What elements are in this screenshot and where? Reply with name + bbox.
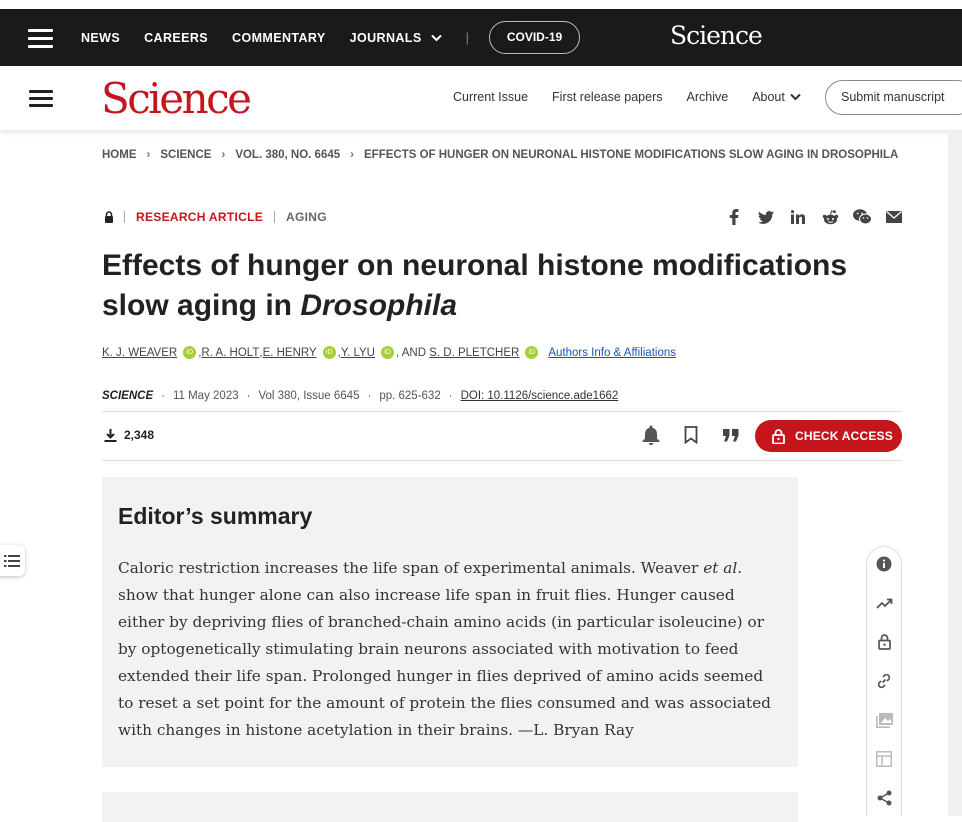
abstract-box (102, 792, 798, 822)
table-icon[interactable] (875, 750, 893, 768)
unlock-icon[interactable] (875, 633, 893, 651)
author-link[interactable]: Y. LYU (340, 346, 375, 359)
check-access-button[interactable] (755, 420, 902, 452)
authors-affiliations-link[interactable]: Authors Info & Affiliations (548, 346, 676, 359)
nav-journals[interactable] (350, 31, 442, 45)
nav-current-issue[interactable]: Current Issue (453, 90, 529, 104)
breadcrumb-home[interactable]: HOME (102, 149, 137, 161)
nav-commentary[interactable]: COMMENTARY (232, 31, 326, 45)
breadcrumb-current: EFFECTS OF HUNGER ON NEURONAL HISTONE MODIFICATIONS SLOW AGING IN DROSOPHILA (364, 149, 899, 161)
bookmark-icon[interactable] (680, 424, 702, 446)
article-title-main: Effects of hunger on neuronal histone modifications slow aging in (102, 249, 848, 322)
nav-about[interactable] (752, 90, 801, 104)
article-type[interactable]: RESEARCH ARTICLE (136, 210, 264, 224)
article-tools (640, 424, 760, 446)
article-meta (104, 210, 327, 224)
unlock-icon (772, 429, 785, 444)
breadcrumb-science[interactable]: SCIENCE (160, 149, 212, 161)
check-access-label: CHECK ACCESS (795, 429, 893, 443)
editors-summary (102, 477, 798, 767)
breadcrumb-volume[interactable]: VOL. 380, NO. 6645 (235, 149, 341, 161)
wechat-icon[interactable] (850, 207, 874, 227)
email-icon[interactable] (882, 207, 906, 227)
orcid-icon[interactable]: iD (525, 346, 538, 359)
nav-news[interactable]: NEWS (81, 31, 121, 45)
author-link[interactable]: K. J. WEAVER (102, 346, 178, 359)
summary-text-italic: et al (703, 559, 738, 577)
nav-careers[interactable]: CAREERS (144, 31, 209, 45)
author-link[interactable]: S. D. PLETCHER (429, 346, 520, 359)
main-nav (453, 90, 825, 104)
table-of-contents-toggle[interactable] (0, 545, 25, 576)
article-tools-rail (866, 546, 902, 816)
menu-icon[interactable] (28, 29, 53, 49)
download-count-value: 2,348 (124, 428, 155, 442)
chevron-down-icon (790, 93, 801, 101)
science-logo-small[interactable]: Science (670, 21, 762, 50)
orcid-icon[interactable]: iD (323, 346, 336, 359)
download-icon (104, 429, 117, 442)
list-icon (4, 555, 20, 567)
quote-icon[interactable] (720, 424, 742, 446)
nav-divider: | (465, 31, 470, 45)
link-icon[interactable] (875, 672, 893, 690)
pub-pages: pp. 625-632 (379, 390, 441, 402)
pub-date: 11 May 2023 (172, 390, 239, 402)
nav-first-release[interactable]: First release papers (552, 90, 663, 104)
publication-info: SCIENCE · 11 May 2023 · Vol 380, Issue 6645 · pp. 625-632 · DOI: 10.1126/science.ade1662 (102, 390, 619, 402)
orcid-icon[interactable]: iD (381, 346, 394, 359)
author-link[interactable]: R. A. HOLT (201, 346, 260, 359)
scrollbar-track[interactable] (948, 130, 962, 816)
divider (102, 411, 902, 412)
breadcrumb: HOME › SCIENCE › VOL. 380, NO. 6645 › EFFECTS OF HUNGER ON NEURONAL HISTONE MODIFICATIONS SLOW AGING IN DROSOPHILA (102, 149, 899, 161)
share-links (722, 207, 914, 227)
image-icon[interactable] (875, 711, 893, 729)
nav-about-label: About (752, 90, 785, 104)
article-subject[interactable]: AGING (286, 210, 327, 224)
article-title-italic: Drosophila (300, 289, 458, 322)
lock-icon (104, 211, 114, 223)
divider (102, 460, 902, 461)
nav-journals-label: JOURNALS (349, 31, 422, 45)
top-bar (0, 0, 962, 66)
covid-button[interactable]: COVID-19 (489, 21, 580, 54)
author-list: K. J. WEAVER iD , R. A. HOLT , E. HENRY iD , Y. LYU iD , AND S. D. PLETCHER iD Authors Info & Affiliations (102, 346, 676, 359)
nav-archive[interactable]: Archive (686, 90, 729, 104)
article-title (102, 246, 892, 326)
author-link[interactable]: E. HENRY (262, 346, 317, 359)
submit-manuscript-button[interactable]: Submit manuscript (825, 80, 962, 115)
pub-volume: Vol 380, Issue 6645 (258, 390, 360, 402)
share-icon[interactable] (875, 789, 893, 807)
twitter-icon[interactable] (754, 207, 778, 227)
orcid-icon[interactable]: iD (183, 346, 196, 359)
and-text: , AND (395, 346, 427, 359)
download-count (104, 428, 154, 442)
summary-text-b: . show that hunger alone can also increase life span in fruit flies. Hunger caused either by depriving flies of branched-chain amino acids (in particular isoleucine) or by optogenetically stimulating brain neurons associated with motivation to feed extended their life span. Prolonged hunger in flies deprived of amino acids seemed to reset a set point for the amount of protein the flies consumed and was associated with changes in histone acetylation in their brains. —L. Bryan Ray (118, 559, 771, 739)
menu-icon[interactable] (29, 90, 53, 108)
bell-icon[interactable] (640, 424, 662, 446)
science-logo[interactable]: Science (101, 74, 250, 123)
trending-icon[interactable] (875, 594, 893, 612)
linkedin-icon[interactable] (786, 207, 810, 227)
journal-name: SCIENCE (102, 390, 154, 402)
main-header (0, 66, 962, 130)
summary-text-a: Caloric restriction increases the life span of experimental animals. Weaver (118, 559, 704, 577)
top-nav (81, 31, 495, 45)
chevron-down-icon (431, 34, 442, 42)
reddit-icon[interactable] (818, 207, 842, 227)
info-icon[interactable] (875, 555, 893, 573)
doi-link[interactable]: DOI: 10.1126/science.ade1662 (460, 390, 619, 402)
summary-text (118, 555, 782, 744)
summary-heading: Editor’s summary (118, 503, 313, 529)
facebook-icon[interactable] (722, 207, 746, 227)
